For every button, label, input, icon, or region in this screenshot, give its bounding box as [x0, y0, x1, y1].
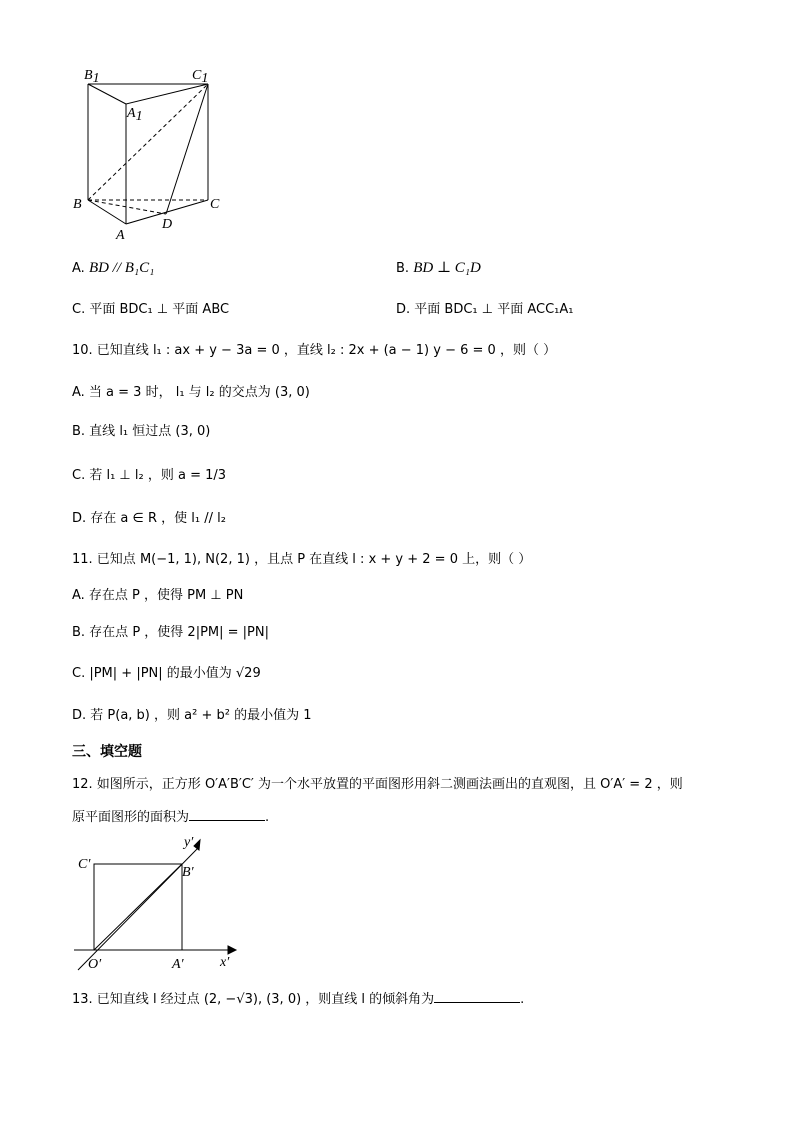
q10-option-d: D. 存在 a ∈ R ，使 l₁ // l₂ [72, 511, 226, 526]
label-C-prime: C′ [78, 857, 91, 872]
q10-option-c: C. 若 l₁ ⊥ l₂ ，则 a = 1/3 [72, 468, 227, 483]
q12-line1: 12. 如图所示，正方形 O′A′B′C′ 为一个水平放置的平面图形用斜二测画法画出的直观图，且 O′A′ = 2 ，则 [72, 777, 683, 792]
q11-option-b: B. 存在点 P ，使得 2|PM| = |PN| [72, 625, 269, 640]
label-O-prime: O′ [88, 957, 102, 972]
q9-option-c: C. 平面 BDC₁ ⊥ 平面 ABC [72, 302, 230, 317]
q11-option-d: D. 若 P(a, b) ，则 a² + b² 的最小值为 1 [72, 708, 312, 723]
label-B-prime: B′ [182, 865, 194, 880]
q9-option-d: D. 平面 BDC₁ ⊥ 平面 ACC₁A₁ [396, 302, 574, 317]
label-x-prime: x′ [220, 955, 230, 970]
label-C1: C1 [192, 68, 209, 86]
label-B: B [73, 197, 82, 212]
q12-line2: 原平面图形的面积为 . [72, 806, 269, 827]
prism-figure [70, 62, 230, 242]
q10-stem: 10. 已知直线 l₁ : ax + y − 3a = 0 ，直线 l₂ : 2x + (a − 1) y − 6 = 0 ，则（ ） [72, 343, 557, 358]
q10-option-a: A. 当 a = 3 时， l₁ 与 l₂ 的交点为 (3, 0) [72, 385, 310, 400]
q11-option-c: C. |PM| + |PN| 的最小值为 √29 [72, 666, 261, 681]
q12-answer-blank[interactable] [189, 806, 265, 821]
label-B1: B1 [84, 68, 100, 86]
label-A-prime: A′ [172, 957, 184, 972]
q9-option-b: B. BD ⊥ C₁D [396, 260, 481, 276]
q9-option-a: A. BD // B₁C₁ [72, 260, 155, 276]
label-A: A [116, 228, 125, 243]
label-y-prime: y′ [184, 835, 194, 850]
q13-answer-blank[interactable] [434, 988, 520, 1003]
section-heading: 三、填空题 [72, 744, 142, 760]
q11-stem: 11. 已知点 M(−1, 1), N(2, 1) ，且点 P 在直线 l : x + y + 2 = 0 上，则（ ） [72, 552, 532, 567]
q13-text: 13. 已知直线 l 经过点 (2, −√3), (3, 0) ，则直线 l 的倾斜角为 . [72, 988, 524, 1009]
label-A1: A1 [127, 106, 143, 124]
label-D: D [162, 217, 173, 232]
label-C: C [210, 197, 220, 212]
square-figure [70, 832, 270, 972]
q11-option-a: A. 存在点 P ，使得 PM ⊥ PN [72, 588, 244, 603]
q10-option-b: B. 直线 l₁ 恒过点 (3, 0) [72, 424, 211, 439]
